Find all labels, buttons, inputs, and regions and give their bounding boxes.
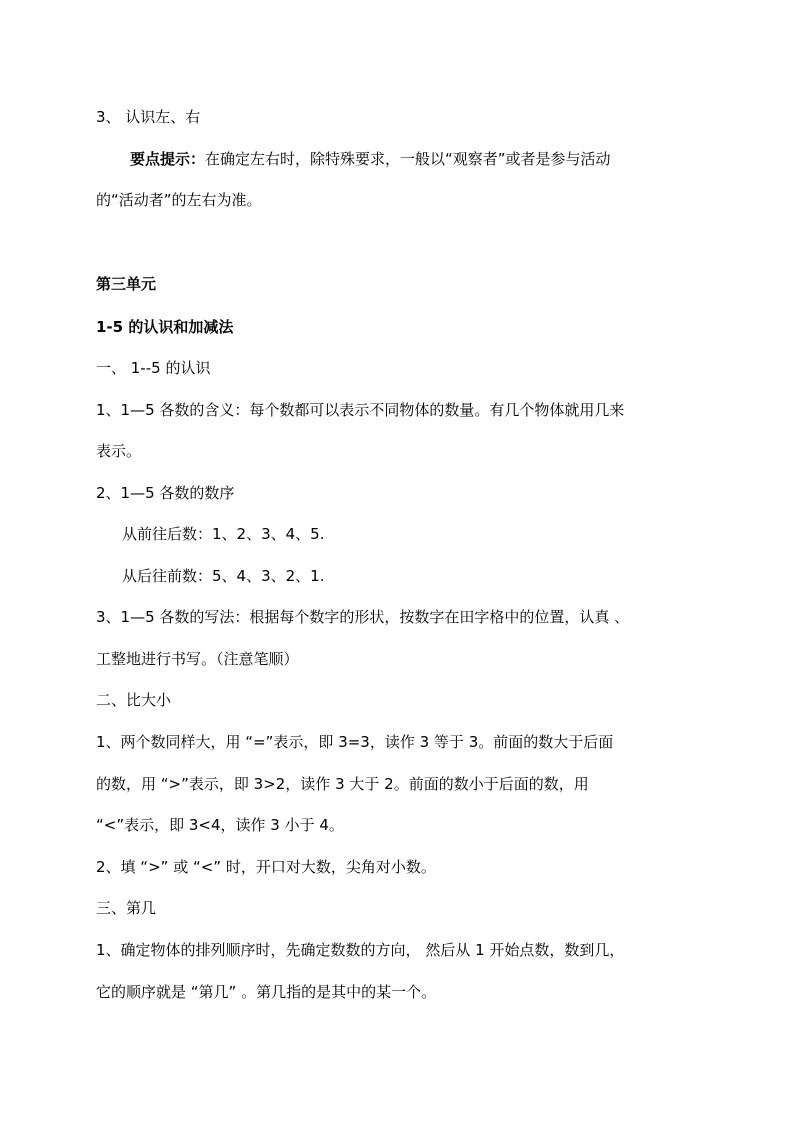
tip-paragraph-line-1: [130, 149, 611, 169]
tip-label: 要点提示：: [130, 150, 206, 168]
order-backward: 从后往前数：5、4、3、2、1.: [122, 567, 325, 585]
part3-heading: 三、第几: [96, 899, 157, 917]
part2-item2: 2、填 “>” 或 “<” 时，开口对大数，尖角对小数。: [96, 858, 436, 876]
section-heading-left-right: 3、 认识左、右: [96, 108, 201, 126]
part2-heading: 二、比大小: [96, 691, 172, 709]
part2-item1-line1: 1、两个数同样大，用 “=”表示，即 3=3，读作 3 等于 3。前面的数大于后面: [96, 733, 614, 751]
tip-text: 在确定左右时，除特殊要求，一般以“观察者”或者是参与活动: [205, 150, 611, 168]
part2-item1-line2: 的数，用 “>”表示，即 3>2，读作 3 大于 2。前面的数小于后面的数，用: [96, 775, 589, 793]
part1-item1-line2: 表示。: [96, 442, 142, 460]
part1-item1-line1: 1、1—5 各数的含义：每个数都可以表示不同物体的数量。有几个物体就用几来: [96, 401, 625, 419]
part3-item1-line1: 1、确定物体的排列顺序时，先确定数数的方向， 然后从 1 开始点数，数到几，: [96, 941, 625, 959]
part1-item3-line1: 3、1—5 各数的写法：根据每个数字的形状，按数字在田字格中的位置，认真 、: [96, 608, 630, 626]
part1-item2: 2、1—5 各数的数序: [96, 484, 235, 502]
part2-item1-line3: “<”表示，即 3<4，读作 3 小于 4。: [96, 816, 344, 834]
tip-paragraph-line-2: 的“活动者”的左右为准。: [96, 191, 262, 209]
order-forward: 从前往后数：1、2、3、4、5.: [122, 525, 325, 543]
part1-item3-line2: 工整地进行书写。（注意笔顺）: [96, 650, 299, 668]
part1-heading: 一、 1--5 的认识: [96, 359, 211, 377]
unit-subtitle: 1-5 的认识和加减法: [96, 318, 234, 336]
unit-title: 第三单元: [96, 275, 157, 293]
part3-item1-line2: 它的顺序就是 “第几” 。第几指的是其中的某一个。: [96, 983, 437, 1001]
